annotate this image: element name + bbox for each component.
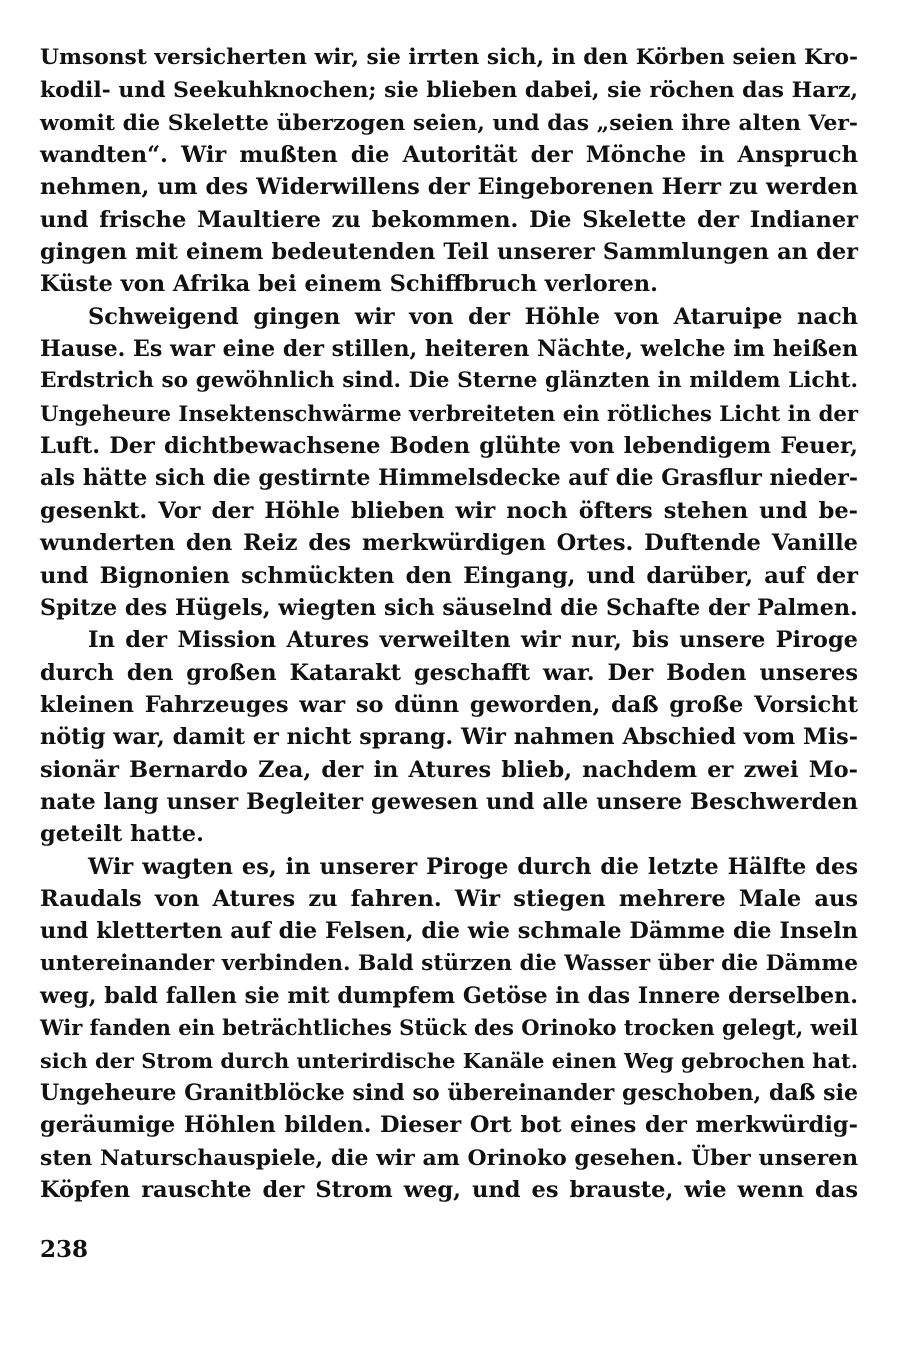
text-line: nötig war, damit er nicht sprang. Wir nahmen Abschied vom Mis- bbox=[40, 724, 858, 751]
text-line: wunderten den Reiz des merkwürdigen Ortes. Duftende Vanille bbox=[40, 530, 858, 557]
text-line: Spitze des Hügels, wiegten sich säuselnd die Schafte der Palmen. bbox=[40, 594, 858, 621]
text-line: In der Mission Atures verweilten wir nur, bis unsere Piroge bbox=[88, 627, 858, 654]
text-line: untereinander verbinden. Bald stürzen die Wasser über die Dämme bbox=[40, 950, 858, 976]
text-line: Köpfen rauschte der Strom weg, und es brauste, wie wenn das bbox=[40, 1177, 858, 1204]
text-line: kleinen Fahrzeuges war so dünn geworden, daß große Vorsicht bbox=[40, 691, 858, 718]
text-line: durch den großen Katarakt geschafft war. Der Boden unseres bbox=[40, 659, 858, 686]
text-line: nehmen, um des Widerwillens der Eingeborenen Herr zu werden bbox=[40, 174, 858, 201]
text-line: Ungeheure Granitblöcke sind so übereinander geschoben, daß sie bbox=[40, 1080, 858, 1106]
text-line: geräumige Höhlen bilden. Dieser Ort bot eines der merkwürdig- bbox=[40, 1112, 858, 1139]
text-line: Erdstrich so gewöhnlich sind. Die Sterne glänzten in mildem Licht. bbox=[40, 368, 858, 394]
text-line: sten Naturschauspiele, die wir am Orinoko gesehen. Über unseren bbox=[40, 1144, 858, 1171]
text-line: und kletterten auf die Felsen, die wie schmale Dämme die Inseln bbox=[40, 918, 858, 945]
text-line: Raudals von Atures zu fahren. Wir stiegen mehrere Male aus bbox=[40, 885, 858, 912]
text-line: sich der Strom durch unterirdische Kanäle einen Weg gebrochen hat. bbox=[40, 1047, 858, 1073]
text-line: Ungeheure Insektenschwärme verbreiteten ein rötliches Licht in der bbox=[40, 400, 858, 426]
text-line: Luft. Der dichtbewachsene Boden glühte von lebendigem Feuer, bbox=[40, 433, 858, 460]
body-text bbox=[40, 42, 858, 1206]
text-line: nate lang unser Begleiter gewesen und alle unsere Beschwerden bbox=[40, 788, 858, 815]
text-line: weg, bald fallen sie mit dumpfem Getöse in das Innere derselben. bbox=[40, 982, 858, 1009]
text-line: womit die Skelette überzogen seien, und das „seien ihre alten Ver- bbox=[40, 109, 858, 136]
text-line: Küste von Afrika bei einem Schiffbruch verloren. bbox=[40, 271, 658, 298]
page-number: 238 bbox=[40, 1236, 89, 1263]
text-line: Hause. Es war eine der stillen, heiteren Nächte, welche im heißen bbox=[40, 336, 858, 363]
text-line: und frische Maultiere zu bekommen. Die Skelette der Indianer bbox=[40, 206, 858, 233]
text-line: geteilt hatte. bbox=[40, 821, 204, 848]
text-line: Schweigend gingen wir von der Höhle von Ataruipe nach bbox=[88, 303, 858, 330]
text-line: sionär Bernardo Zea, der in Atures blieb, nachdem er zwei Mo- bbox=[40, 756, 858, 783]
text-line: Umsonst versicherten wir, sie irrten sich, in den Körben seien Kro- bbox=[40, 45, 858, 70]
text-line: und Bignonien schmückten den Eingang, und darüber, auf der bbox=[40, 562, 858, 589]
text-line: gingen mit einem bedeutenden Teil unserer Sammlungen an der bbox=[40, 239, 858, 266]
text-line: Wir wagten es, in unserer Piroge durch die letzte Hälfte des bbox=[88, 853, 858, 880]
text-line: gesenkt. Vor der Höhle blieben wir noch öfters stehen und be- bbox=[40, 497, 858, 524]
text-line: Wir fanden ein beträchtliches Stück des Orinoko trocken gelegt, weil bbox=[40, 1015, 858, 1041]
text-line: wandten“. Wir mußten die Autorität der Mönche in Anspruch bbox=[40, 142, 858, 169]
text-line: kodil- und Seekuhknochen; sie blieben dabei, sie röchen das Harz, bbox=[40, 77, 858, 104]
text-line: als hätte sich die gestirnte Himmelsdecke auf die Grasflur nieder- bbox=[40, 465, 858, 492]
